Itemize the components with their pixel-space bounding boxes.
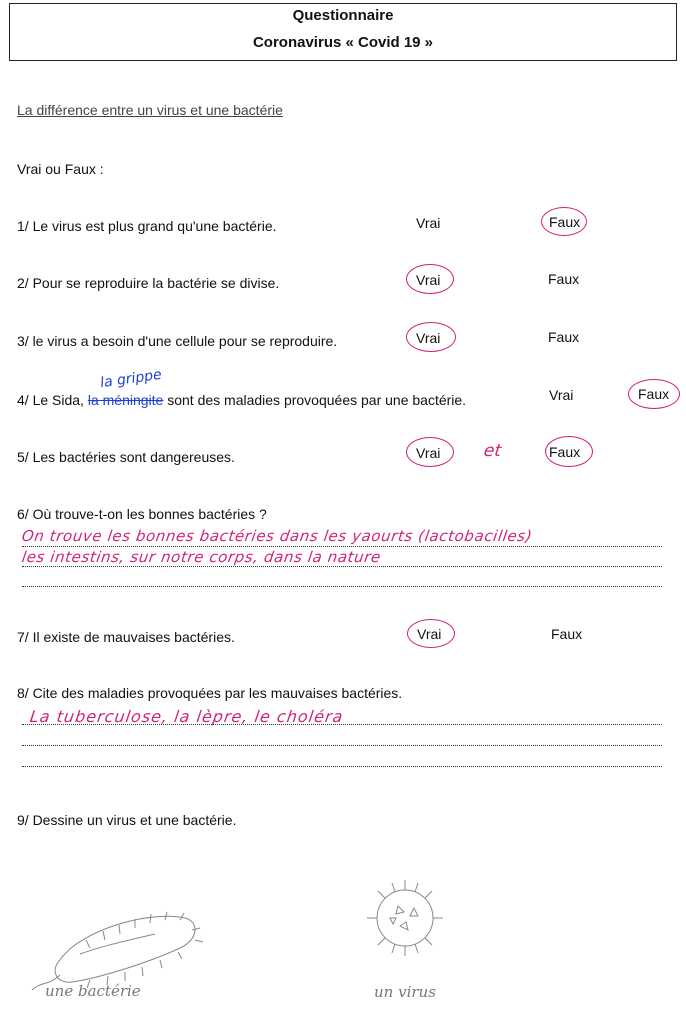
question-8: 8/ Cite des maladies provoquées par les mauvaises bactéries. <box>17 685 403 701</box>
q2-faux: Faux <box>548 271 580 287</box>
q1-faux-circle <box>541 207 587 236</box>
q6-dotted-line-2 <box>22 565 662 567</box>
q8-dotted-line-1 <box>22 723 662 725</box>
q8-dotted-line-2 <box>22 744 662 746</box>
q3-vrai: Vrai <box>416 330 441 346</box>
instruction: Vrai ou Faux : <box>17 161 104 177</box>
q5-faux-circle <box>545 436 593 467</box>
q6-answer-line-1: On trouve les bonnes bactéries dans les yaourts (lactobacilles) <box>20 527 534 545</box>
q5-vrai: Vrai <box>416 445 441 461</box>
question-9: 9/ Dessine un virus et une bactérie. <box>17 812 237 828</box>
question-5: 5/ Les bactéries sont dangereuses. <box>17 449 235 465</box>
section-title: La différence entre un virus et une bactérie <box>17 102 283 118</box>
q5-vrai-circle <box>406 437 454 467</box>
q5-connector: et <box>482 441 503 461</box>
q6-dotted-line-3 <box>22 585 662 587</box>
q1-faux: Faux <box>549 214 581 230</box>
q5-faux: Faux <box>549 444 581 460</box>
header-box <box>9 3 677 61</box>
q4-suffix: sont des maladies provoquées par une bactérie. <box>167 392 467 408</box>
question-4 <box>17 392 466 408</box>
q4-struck-word: la méningite <box>87 392 164 408</box>
q2-vrai-circle <box>406 264 454 294</box>
q3-faux: Faux <box>548 329 580 345</box>
q4-faux: Faux <box>638 386 670 402</box>
question-1: 1/ Le virus est plus grand qu'une bactérie. <box>17 218 277 234</box>
page-subtitle: Coronavirus « Covid 19 » <box>252 34 434 51</box>
q2-vrai: Vrai <box>416 272 441 288</box>
q3-vrai-circle <box>406 322 456 352</box>
q1-vrai: Vrai <box>416 215 441 231</box>
q7-vrai-circle <box>407 619 455 648</box>
question-7: 7/ Il existe de mauvaises bactéries. <box>17 629 235 645</box>
q8-answer-line-1: La tuberculose, la lèpre, le choléra <box>28 707 345 726</box>
q6-answer-line-2: les intestins, sur notre corps, dans la nature <box>20 548 383 566</box>
q7-vrai: Vrai <box>417 626 442 642</box>
virus-drawing <box>360 870 450 965</box>
page-title: Questionnaire <box>292 7 394 24</box>
q6-dotted-line-1 <box>22 545 662 547</box>
question-2: 2/ Pour se reproduire la bactérie se divise. <box>17 275 280 291</box>
question-3: 3/ le virus a besoin d'une cellule pour se reproduire. <box>17 333 338 349</box>
q4-faux-circle <box>628 379 680 409</box>
q7-faux: Faux <box>551 626 583 642</box>
virus-label: un virus <box>374 983 436 1001</box>
q4-vrai: Vrai <box>549 387 574 403</box>
q4-inserted-word: la grippe <box>99 366 163 392</box>
q4-prefix: 4/ Le Sida, <box>17 392 84 408</box>
question-6: 6/ Où trouve-t-on les bonnes bactéries ? <box>17 506 267 522</box>
q8-dotted-line-3 <box>22 765 662 767</box>
bacteria-label: une bactérie <box>45 982 141 1000</box>
